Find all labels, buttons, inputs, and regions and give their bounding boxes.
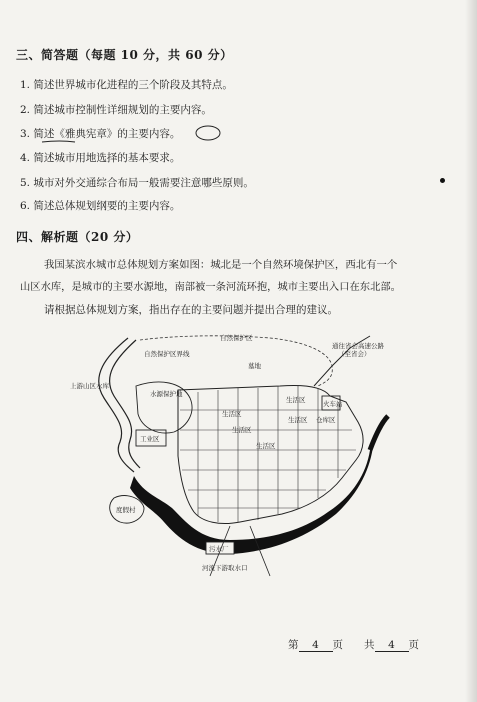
reserve-boundary (140, 336, 332, 386)
footer-page-number: 4 (299, 639, 333, 652)
section3-title: 三、简答题（每题 10 分，共 60 分） (16, 48, 233, 62)
city-plan-map (70, 326, 430, 578)
section4-title: 四、解析题（20 分） (16, 230, 139, 244)
label-reservoir: 上游山区水库 (70, 382, 109, 390)
label-residential-3: 生活区 (288, 416, 308, 424)
question-5: 5. 城市对外交通综合布局一般需要注意哪些原则。 (20, 177, 254, 189)
label-residential-1: 生活区 (286, 396, 306, 404)
question-4: 4. 简述城市用地选择的基本要求。 (20, 152, 181, 164)
ink-dot (440, 178, 445, 183)
footer-total-pages: 4 (375, 639, 409, 652)
label-cemetery: 墓地 (248, 362, 261, 370)
paragraph-line-2: 山区水库，是城市的主要水源地，南部被一条河流环抱，城市主要出入口在东北部。 (20, 281, 401, 293)
label-residential-4: 生活区 (232, 426, 252, 434)
label-expressway-sub: （至省会） (338, 350, 371, 358)
label-nature-reserve: 自然保护区 (220, 334, 253, 342)
label-industrial: 工业区 (140, 435, 160, 443)
label-expressway: 通往省会高速公路 (332, 342, 384, 350)
instruction-line: 请根据总体规划方案，指出存在的主要问题并提出合理的建议。 (44, 304, 338, 316)
river-upstream (370, 416, 388, 450)
paragraph-line-1: 我国某滨水城市总体规划方案如图：城北是一个自然环境保护区，西北有一个 (44, 259, 398, 271)
scan-edge-shadow (465, 0, 477, 702)
label-resort: 度假村 (116, 506, 136, 514)
label-railway-station: 火车站 (323, 400, 343, 408)
label-sewage: 污水厂 (209, 545, 229, 553)
river (130, 438, 374, 554)
question-3: 3. 简述《雅典宪章》的主要内容。 (20, 128, 181, 140)
label-water-source: 水源保护地 (150, 390, 183, 398)
label-residential-2: 生活区 (222, 410, 242, 418)
question-1: 1. 简述世界城市化进程的三个阶段及其特点。 (20, 79, 233, 91)
handwritten-underline (20, 124, 250, 146)
label-residential-5: 生活区 (256, 442, 276, 450)
question-6: 6. 简述总体规划纲要的主要内容。 (20, 200, 181, 212)
question-2: 2. 简述城市控制性详细规划的主要内容。 (20, 104, 212, 116)
label-storage: 仓库区 (316, 416, 336, 424)
label-reserve-boundary: 自然保护区界线 (144, 350, 190, 358)
label-river: 河流下游取水口 (202, 564, 248, 572)
footer-prefix: 第 (288, 639, 299, 651)
footer-mid: 页 共 (332, 639, 375, 651)
reservoir-shore-inner (110, 340, 140, 468)
page-footer (288, 637, 419, 652)
footer-suffix: 页 (408, 639, 419, 651)
